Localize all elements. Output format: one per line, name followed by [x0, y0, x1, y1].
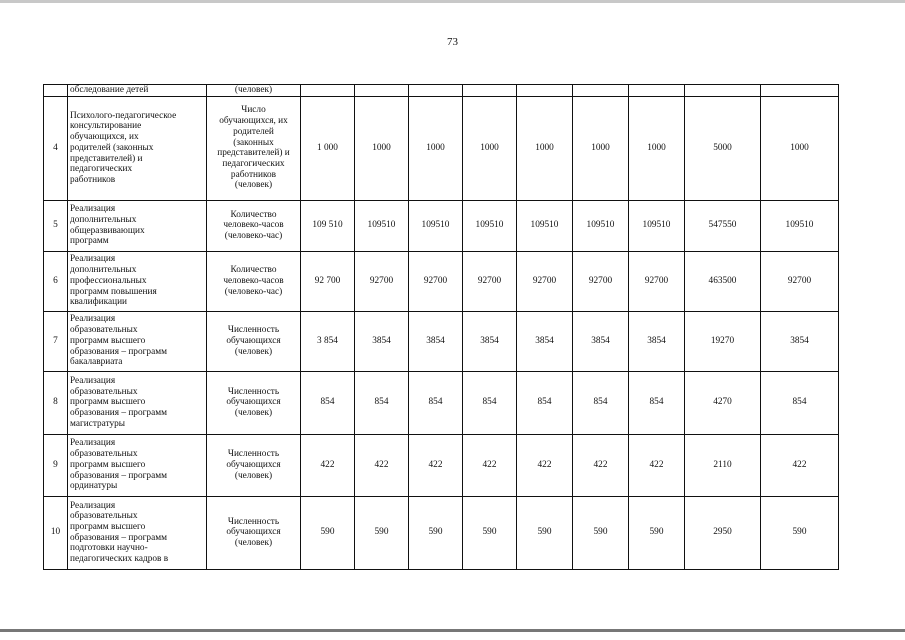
name-line: образования – программ: [70, 346, 167, 357]
name-line: программ повышения: [70, 286, 157, 297]
cell-value: 1000: [409, 96, 463, 200]
cell-value: 854: [517, 371, 573, 434]
name-line: магистратуры: [70, 418, 126, 429]
name-line: дополнительных: [70, 215, 137, 225]
unit-line: обучающихся: [226, 527, 281, 538]
cell-value: 1000: [573, 96, 629, 200]
cell-unit: [207, 434, 301, 496]
cell-num: 6: [44, 251, 68, 311]
cell-value: 109510: [573, 200, 629, 251]
cell-value: 109510: [629, 200, 685, 251]
unit-line: работников: [230, 169, 277, 180]
cell-value: 854: [761, 371, 839, 434]
cell-num: 7: [44, 311, 68, 371]
name-line: дополнительных: [70, 265, 137, 276]
cell-value: 3854: [761, 311, 839, 371]
cell-num: 8: [44, 371, 68, 434]
cell-num: 10: [44, 496, 68, 569]
cell-unit: [207, 96, 301, 200]
cell-num: [44, 85, 68, 97]
table-row: [44, 496, 839, 569]
cell-unit: [207, 200, 301, 251]
cell-value: 109510: [517, 200, 573, 251]
name-line: образовательных: [70, 449, 138, 460]
cell-value: 3854: [629, 311, 685, 371]
cell-value: 463500: [685, 251, 761, 311]
cell-value: [463, 85, 517, 97]
cell-value: 590: [573, 496, 629, 569]
name-line: родителей (законных: [70, 142, 154, 153]
unit-line: (человеко-час): [224, 231, 283, 242]
cell-value: 92700: [573, 251, 629, 311]
scan-edge-top: [0, 0, 905, 3]
table-row: [44, 371, 839, 434]
cell-unit: [207, 251, 301, 311]
cell-name: [68, 434, 207, 496]
cell-value: 109 510: [301, 200, 355, 251]
cell-name: [68, 96, 207, 200]
cell-value: 92700: [463, 251, 517, 311]
unit-line: Численность: [227, 325, 280, 336]
cell-value: 590: [761, 496, 839, 569]
name-line: программ высшего: [70, 335, 146, 346]
unit-line: Численность: [227, 449, 280, 460]
cell-value: [761, 85, 839, 97]
name-line: Реализация: [70, 438, 116, 449]
name-line: профессиональных: [70, 275, 147, 286]
cell-value: 422: [761, 434, 839, 496]
cell-value: 1000: [629, 96, 685, 200]
cell-name: [68, 371, 207, 434]
cell-value: [573, 85, 629, 97]
cell-value: 3 854: [301, 311, 355, 371]
cell-value: 422: [463, 434, 517, 496]
name-line: программ высшего: [70, 459, 146, 470]
unit-line: человеко-часов: [223, 275, 284, 286]
cell-value: 590: [355, 496, 409, 569]
cell-value: [629, 85, 685, 97]
page-number: 73: [447, 36, 458, 48]
table-body: [44, 85, 839, 570]
cell-value: 109510: [761, 200, 839, 251]
unit-line: представителей) и: [217, 148, 290, 159]
cell-value: 3854: [517, 311, 573, 371]
cell-value: 854: [629, 371, 685, 434]
name-line: программ: [70, 236, 109, 247]
table-row: [44, 434, 839, 496]
cell-value: 92700: [761, 251, 839, 311]
cell-value: [685, 85, 761, 97]
cell-value: 2110: [685, 434, 761, 496]
cell-name: [68, 251, 207, 311]
name-line: образования – программ: [70, 408, 167, 419]
cell-value: 422: [409, 434, 463, 496]
cell-name: [68, 496, 207, 569]
cell-name: [68, 311, 207, 371]
name-line: Реализация: [70, 375, 116, 386]
cell-value: 854: [463, 371, 517, 434]
unit-line: педагогических: [222, 158, 285, 169]
cell-value: [355, 85, 409, 97]
budget-table: [43, 84, 839, 570]
unit-line: Численность: [227, 386, 280, 397]
unit-line: Количество: [230, 209, 277, 220]
table-row: [44, 311, 839, 371]
cell-value: 422: [573, 434, 629, 496]
cell-unit: [207, 371, 301, 434]
cell-value: 3854: [355, 311, 409, 371]
cell-value: 854: [409, 371, 463, 434]
cell-value: 590: [517, 496, 573, 569]
cell-value: 3854: [463, 311, 517, 371]
cell-value: 5000: [685, 96, 761, 200]
cell-value: 19270: [685, 311, 761, 371]
cell-name: обследование детей: [68, 85, 207, 97]
name-line: работников: [70, 174, 116, 185]
name-line: образовательных: [70, 511, 138, 522]
name-line: образования – программ: [70, 532, 167, 543]
unit-line: Количество: [230, 265, 277, 276]
cell-value: [517, 85, 573, 97]
cell-value: 109510: [463, 200, 517, 251]
cell-value: [301, 85, 355, 97]
unit-line: Численность: [227, 516, 280, 527]
table-row-continuation: [44, 85, 839, 97]
cell-num: 9: [44, 434, 68, 496]
cell-value: 547550: [685, 200, 761, 251]
cell-unit: [207, 496, 301, 569]
table-row: [44, 251, 839, 311]
name-line: программ высшего: [70, 522, 146, 532]
cell-value: 854: [301, 371, 355, 434]
cell-value: 854: [573, 371, 629, 434]
unit-line: родителей: [233, 126, 274, 137]
unit-line: обучающихся: [226, 335, 281, 346]
name-line: образовательных: [70, 386, 138, 397]
cell-value: 1 000: [301, 96, 355, 200]
unit-line: обучающихся, их: [219, 116, 288, 127]
cell-value: 3854: [573, 311, 629, 371]
unit-line: (человек): [234, 470, 273, 481]
cell-value: 422: [629, 434, 685, 496]
unit-line: (человеко-час): [224, 286, 283, 297]
cell-value: 2950: [685, 496, 761, 569]
name-line: представителей) и: [70, 153, 143, 164]
cell-unit: (человек): [207, 85, 301, 97]
cell-value: 3854: [409, 311, 463, 371]
cell-unit: [207, 311, 301, 371]
table-row: [44, 96, 839, 200]
cell-value: 92700: [517, 251, 573, 311]
cell-num: 5: [44, 200, 68, 251]
name-line: Реализация: [70, 254, 116, 265]
unit-line: (человек): [234, 180, 273, 191]
cell-value: 92700: [629, 251, 685, 311]
name-line: Реализация: [70, 314, 116, 325]
unit-line: обучающихся: [226, 459, 281, 470]
cell-num: 4: [44, 96, 68, 200]
cell-name: [68, 200, 207, 251]
name-line: консультирование: [70, 121, 142, 132]
cell-value: 4270: [685, 371, 761, 434]
name-line: Реализация: [70, 204, 116, 215]
name-line: Реализация: [70, 500, 116, 511]
cell-value: 590: [409, 496, 463, 569]
cell-value: 1000: [355, 96, 409, 200]
name-line: педагогических кадров в: [70, 554, 169, 565]
name-line: квалификации: [70, 297, 128, 308]
cell-value: [409, 85, 463, 97]
cell-value: 422: [301, 434, 355, 496]
name-line: общеразвивающих: [70, 225, 145, 236]
unit-line: (человек): [234, 538, 273, 549]
unit-line: Число: [241, 105, 266, 116]
cell-value: 1000: [761, 96, 839, 200]
name-line: Психолого-педагогическое: [70, 110, 177, 121]
unit-line: обучающихся: [226, 397, 281, 408]
unit-line: человеко-часов: [223, 220, 284, 231]
cell-value: 1000: [517, 96, 573, 200]
name-line: образовательных: [70, 325, 138, 336]
name-line: подготовки научно-: [70, 543, 148, 554]
cell-value: 422: [355, 434, 409, 496]
cell-value: 92 700: [301, 251, 355, 311]
cell-value: 92700: [409, 251, 463, 311]
unit-line: (законных: [233, 137, 274, 148]
name-line: бакалавриата: [70, 357, 123, 368]
cell-value: 109510: [355, 200, 409, 251]
name-line: образования – программ: [70, 470, 167, 481]
scan-edge-bottom: [0, 629, 905, 632]
unit-line: (человек): [234, 408, 273, 419]
cell-value: 854: [355, 371, 409, 434]
cell-value: 590: [463, 496, 517, 569]
table-row: [44, 200, 839, 251]
cell-value: 1000: [463, 96, 517, 200]
cell-value: 422: [517, 434, 573, 496]
cell-value: 590: [629, 496, 685, 569]
name-line: программ высшего: [70, 397, 146, 408]
name-line: обучающихся, их: [70, 132, 139, 143]
name-line: педагогических: [70, 164, 133, 175]
unit-line: (человек): [234, 346, 273, 357]
cell-value: 590: [301, 496, 355, 569]
name-line: ординатуры: [70, 481, 118, 492]
cell-value: 109510: [409, 200, 463, 251]
cell-value: 92700: [355, 251, 409, 311]
